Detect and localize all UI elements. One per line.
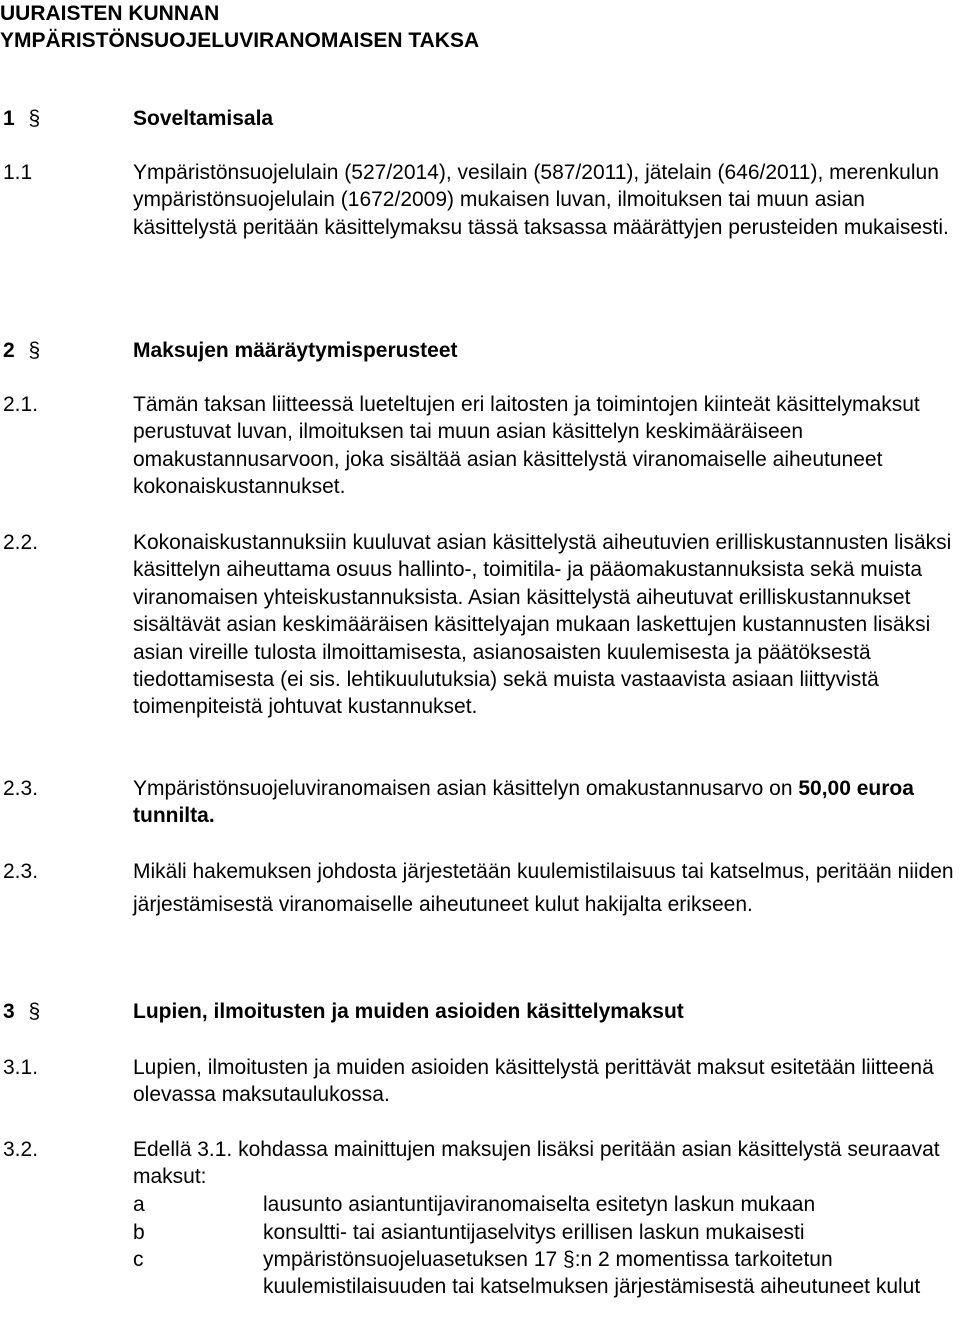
section-1-number (3, 105, 40, 132)
paragraph-3-1-number: 3.1. (3, 1056, 39, 1079)
section-2-number (3, 337, 40, 364)
hourly-rate: 50,00 euroa tunnilta. (133, 777, 914, 828)
list-item-text: ympäristönsuojeluasetuksen 17 §:n 2 momentissa tarkoitetun kuulemistilaisuuden tai katselmuksen järjestämisestä aiheutuneet kulut (263, 1248, 921, 1299)
list-item-letter: b (133, 1221, 145, 1244)
list-item-text: lausunto asiantuntijaviranomaiselta esitetyn laskun mukaan (263, 1193, 816, 1216)
paragraph-3-2-number: 3.2. (3, 1138, 39, 1161)
section-2-heading: Maksujen määräytymisperusteet (133, 339, 458, 362)
section-2-number-text: 2 (3, 339, 15, 362)
paragraph-2-2-text: Kokonaiskustannuksiin kuuluvat asian käsittelystä aiheutuvien erilliskustannusten lisäksi käsittelyn aiheuttama osuus hallinto-, toimitila- ja pääomakustannuksista sekä muista viranomaisen yhteiskustannuksista. Asian käsittelystä aiheutuvat erilliskustannukset sisältävät asian keskimääräisen käsittelyajan mukaan laskettujen kustannusten lisäksi asian vireille tulosta ilmoittamisesta, asianosaisten kuulemisesta ja päätöksestä tiedottamisesta (ei sis. lehtikuulutuksia) sekä muista vastaavista asiaan liittyvistä toimenpiteistä johtuvat kustannukset. (133, 531, 952, 719)
list-item-letter: a (133, 1193, 145, 1216)
title-line-1: UURAISTEN KUNNAN (0, 2, 220, 25)
title-line-2: YMPÄRISTÖNSUOJELUVIRANOMAISEN TAKSA (0, 29, 480, 52)
paragraph-2-1-number: 2.1. (3, 393, 39, 416)
document-title (0, 0, 479, 54)
section-3-number-text: 3 (3, 1000, 15, 1023)
paragraph-2-4-number: 2.3. (3, 860, 39, 883)
paragraph-2-2-number: 2.2. (3, 531, 39, 554)
section-1-heading: Soveltamisala (133, 107, 274, 130)
paragraph-3-1-text: Lupien, ilmoitusten ja muiden asioiden käsittelystä perittävät maksut esitetään liitteenä olevassa maksutaulukossa. (133, 1056, 934, 1107)
paragraph-1-1-text: Ympäristönsuojelulain (527/2014), vesilain (587/2011), jätelain (646/2011), merenkulun ympäristönsuojelulain (1672/2009) mukaisen luvan, ilmoituksen tai muun asian käsittelystä peritään käsittelymaksu tässä taksassa määrättyjen perusteiden mukaisesti. (133, 161, 949, 239)
paragraph-3-2-text: Edellä 3.1. kohdassa mainittujen maksujen lisäksi peritään asian käsittelystä seuraavat maksut: (133, 1138, 940, 1189)
section-3-heading: Lupien, ilmoitusten ja muiden asioiden käsittelymaksut (133, 1000, 684, 1023)
section-1-number-text: 1 (3, 107, 15, 130)
section-symbol: § (28, 1000, 41, 1023)
paragraph-2-3-text (133, 775, 959, 830)
paragraph-2-3-plain: Ympäristönsuojeluviranomaisen asian käsittelyn omakustannusarvo on (133, 777, 799, 800)
paragraph-2-3-number: 2.3. (3, 777, 39, 800)
list-item-letter: c (133, 1248, 144, 1271)
paragraph-2-4-text: Mikäli hakemuksen johdosta järjestetään kuulemistilaisuus tai katselmus, peritään niiden järjestämisestä viranomaiselle aiheutuneet kulut hakijalta erikseen. (133, 860, 954, 916)
paragraph-2-1-text: Tämän taksan liitteessä lueteltujen eri laitosten ja toimintojen kiinteät käsittelymaksut perustuvat luvan, ilmoituksen tai muun asian käsittelyn keskimääräiseen omakustannusarvoon, joka sisältää asian käsittelystä viranomaiselle aiheutuneet kokonaiskustannukset. (133, 393, 920, 499)
section-symbol: § (28, 107, 41, 130)
section-3-number (3, 998, 40, 1025)
list-item-text: konsultti- tai asiantuntijaselvitys erillisen laskun mukaisesti (263, 1221, 805, 1244)
section-symbol: § (28, 339, 41, 362)
paragraph-1-1-number: 1.1 (3, 161, 33, 184)
